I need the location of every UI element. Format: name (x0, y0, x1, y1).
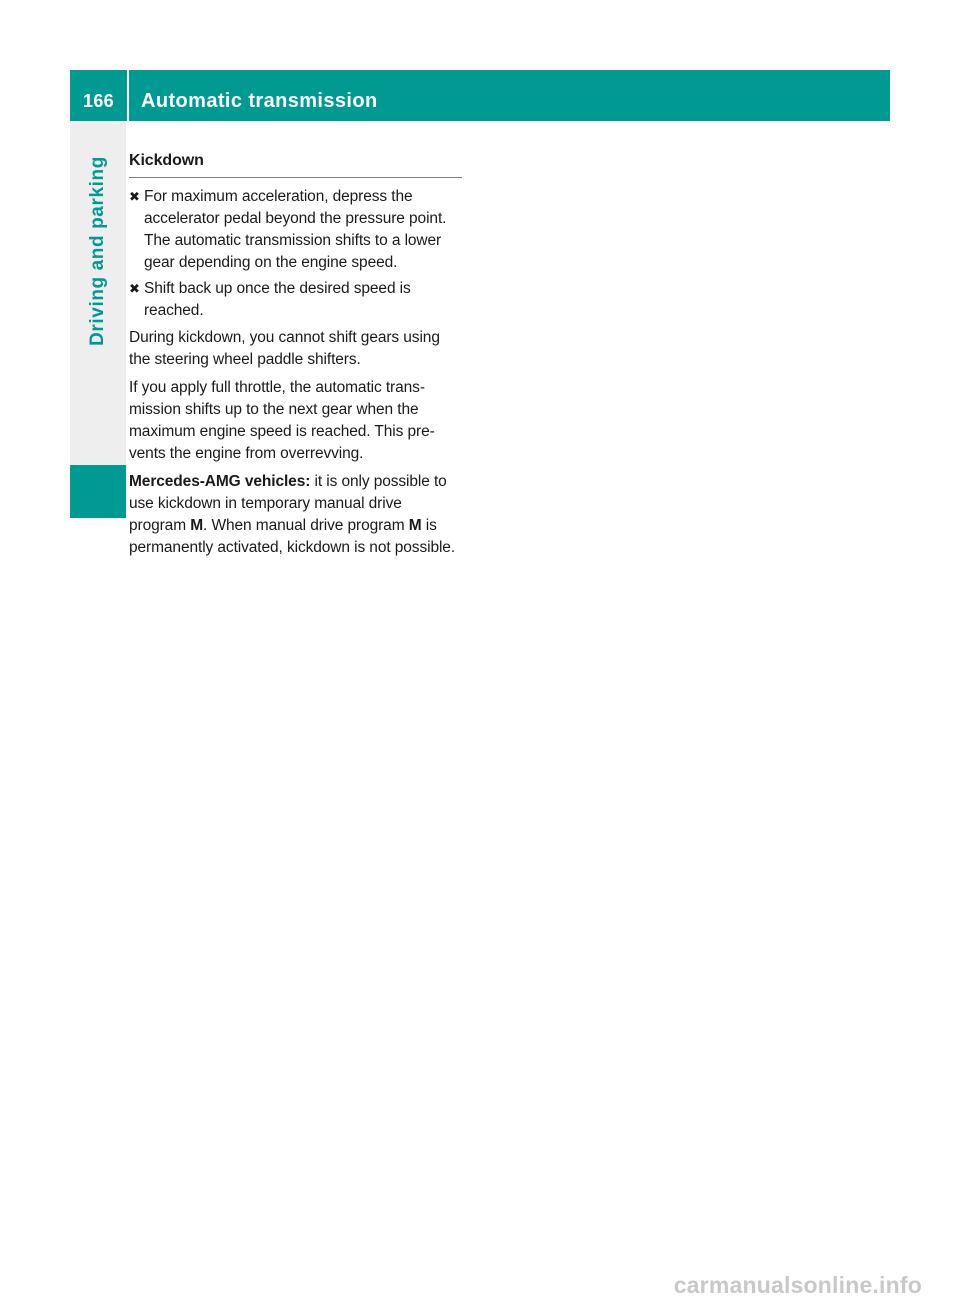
section-heading: Kickdown (129, 150, 462, 178)
instruction-step (129, 278, 462, 322)
gear-m-label: M (190, 517, 204, 534)
step-result: The automatic transmission shifts to a lower gear depending on the engine speed. (144, 232, 442, 271)
body-paragraph: During kickdown, you cannot shift gears using the steering wheel paddle shifters. (129, 329, 440, 368)
amg-note-text: it is only possible to use kickdown in temporary manual drive program (129, 473, 447, 534)
step-instruction: For maximum acceleration, depress the accelerator pedal beyond the pressure point. (144, 188, 447, 227)
header-divider (127, 70, 129, 121)
amg-note-label: Mercedes-AMG vehicles: (129, 473, 311, 490)
step-instruction: Shift back up once the desired speed is reached. (144, 280, 411, 319)
amg-note-paragraph (129, 471, 462, 559)
amg-note-text: . When manual drive program (203, 517, 409, 534)
gear-m-label: M (408, 517, 422, 534)
footer (0, 1266, 960, 1302)
sidebar-section-label: Driving and parking (87, 156, 108, 346)
amg-note-text: is permanently activated, kickdown is not possible. (129, 517, 456, 556)
page-header (70, 70, 890, 121)
arrow-right-icon: ✖ (129, 189, 140, 204)
page-number: 166 (83, 91, 114, 111)
arrow-right-icon: ✖ (129, 281, 140, 296)
main-content (129, 150, 462, 565)
watermark-text: carmanualsonline.info (673, 1272, 922, 1298)
body-paragraph: If you apply full throttle, the automatic transmission shifts up to the next gear when the maximum engine speed is reached. This prevents the engine from overrevving. (129, 379, 435, 462)
chapter-title: Automatic transmission (141, 90, 378, 112)
sidebar-marker (70, 465, 126, 518)
instruction-step (129, 186, 462, 274)
